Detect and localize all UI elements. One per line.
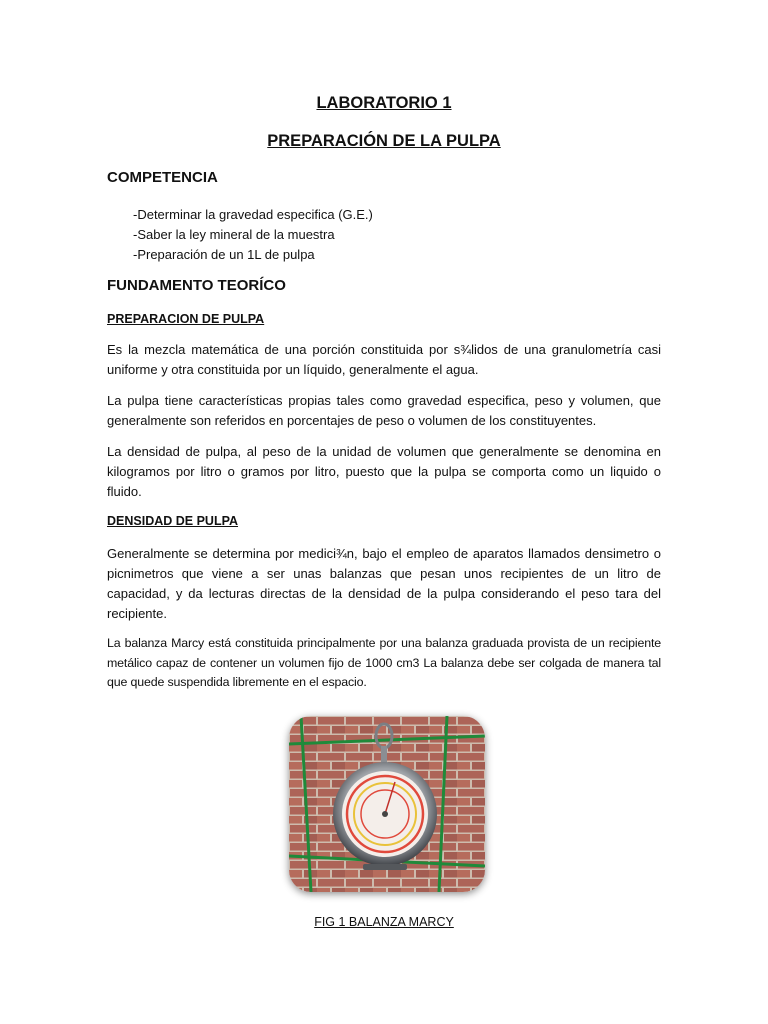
document-subtitle: PREPARACIÓN DE LA PULPA bbox=[267, 132, 501, 150]
balanza-marcy-photo bbox=[289, 716, 485, 892]
fundamento-heading: FUNDAMENTO TEORÍCO bbox=[107, 277, 286, 294]
preparacion-heading: PREPARACION DE PULPA bbox=[107, 312, 265, 326]
list-item: -Preparación de un 1L de pulpa bbox=[133, 247, 315, 262]
paragraph: Es la mezcla matemática de una porción constituida por s¾lidos de una granulometría casi uniforme y otra constituida por un líquido, generalmente el agua. bbox=[107, 342, 661, 377]
paragraph: Generalmente se determina por medici¾n, bajo el empleo de aparatos llamados densimetro o picnimetros que viene a ser unas balanzas que pesan unos recipientes de un litro de capacidad, y da lecturas directas de la densidad de la pulpa considerando el peso tara del recipiente. bbox=[107, 546, 661, 621]
paragraph: La pulpa tiene características propias tales como gravedad especifica, peso y volumen, que generalmente son referidos en porcentajes de peso o volumen de los constituyentes. bbox=[107, 393, 661, 428]
paragraph: La densidad de pulpa, al peso de la unidad de volumen que generalmente se denomina en kilogramos por litro o gramos por litro, puesto que la pulpa se comporta como un liquido o fluido. bbox=[107, 444, 661, 499]
paragraph: La balanza Marcy está constituida principalmente por una balanza graduada provista de un recipiente metálico capaz de contener un volumen fijo de 1000 cm3 La balanza debe ser colgada de manera tal que quede suspendida libremente en el espacio. bbox=[107, 636, 661, 689]
document-title: LABORATORIO 1 bbox=[316, 94, 452, 112]
list-item: -Saber la ley mineral de la muestra bbox=[133, 227, 335, 242]
competencia-list bbox=[133, 205, 373, 265]
list-item: -Determinar la gravedad especifica (G.E.) bbox=[133, 207, 373, 222]
figure-caption: FIG 1 BALANZA MARCY bbox=[314, 915, 454, 929]
densidad-heading: DENSIDAD DE PULPA bbox=[107, 514, 239, 528]
competencia-heading: COMPETENCIA bbox=[107, 169, 218, 186]
